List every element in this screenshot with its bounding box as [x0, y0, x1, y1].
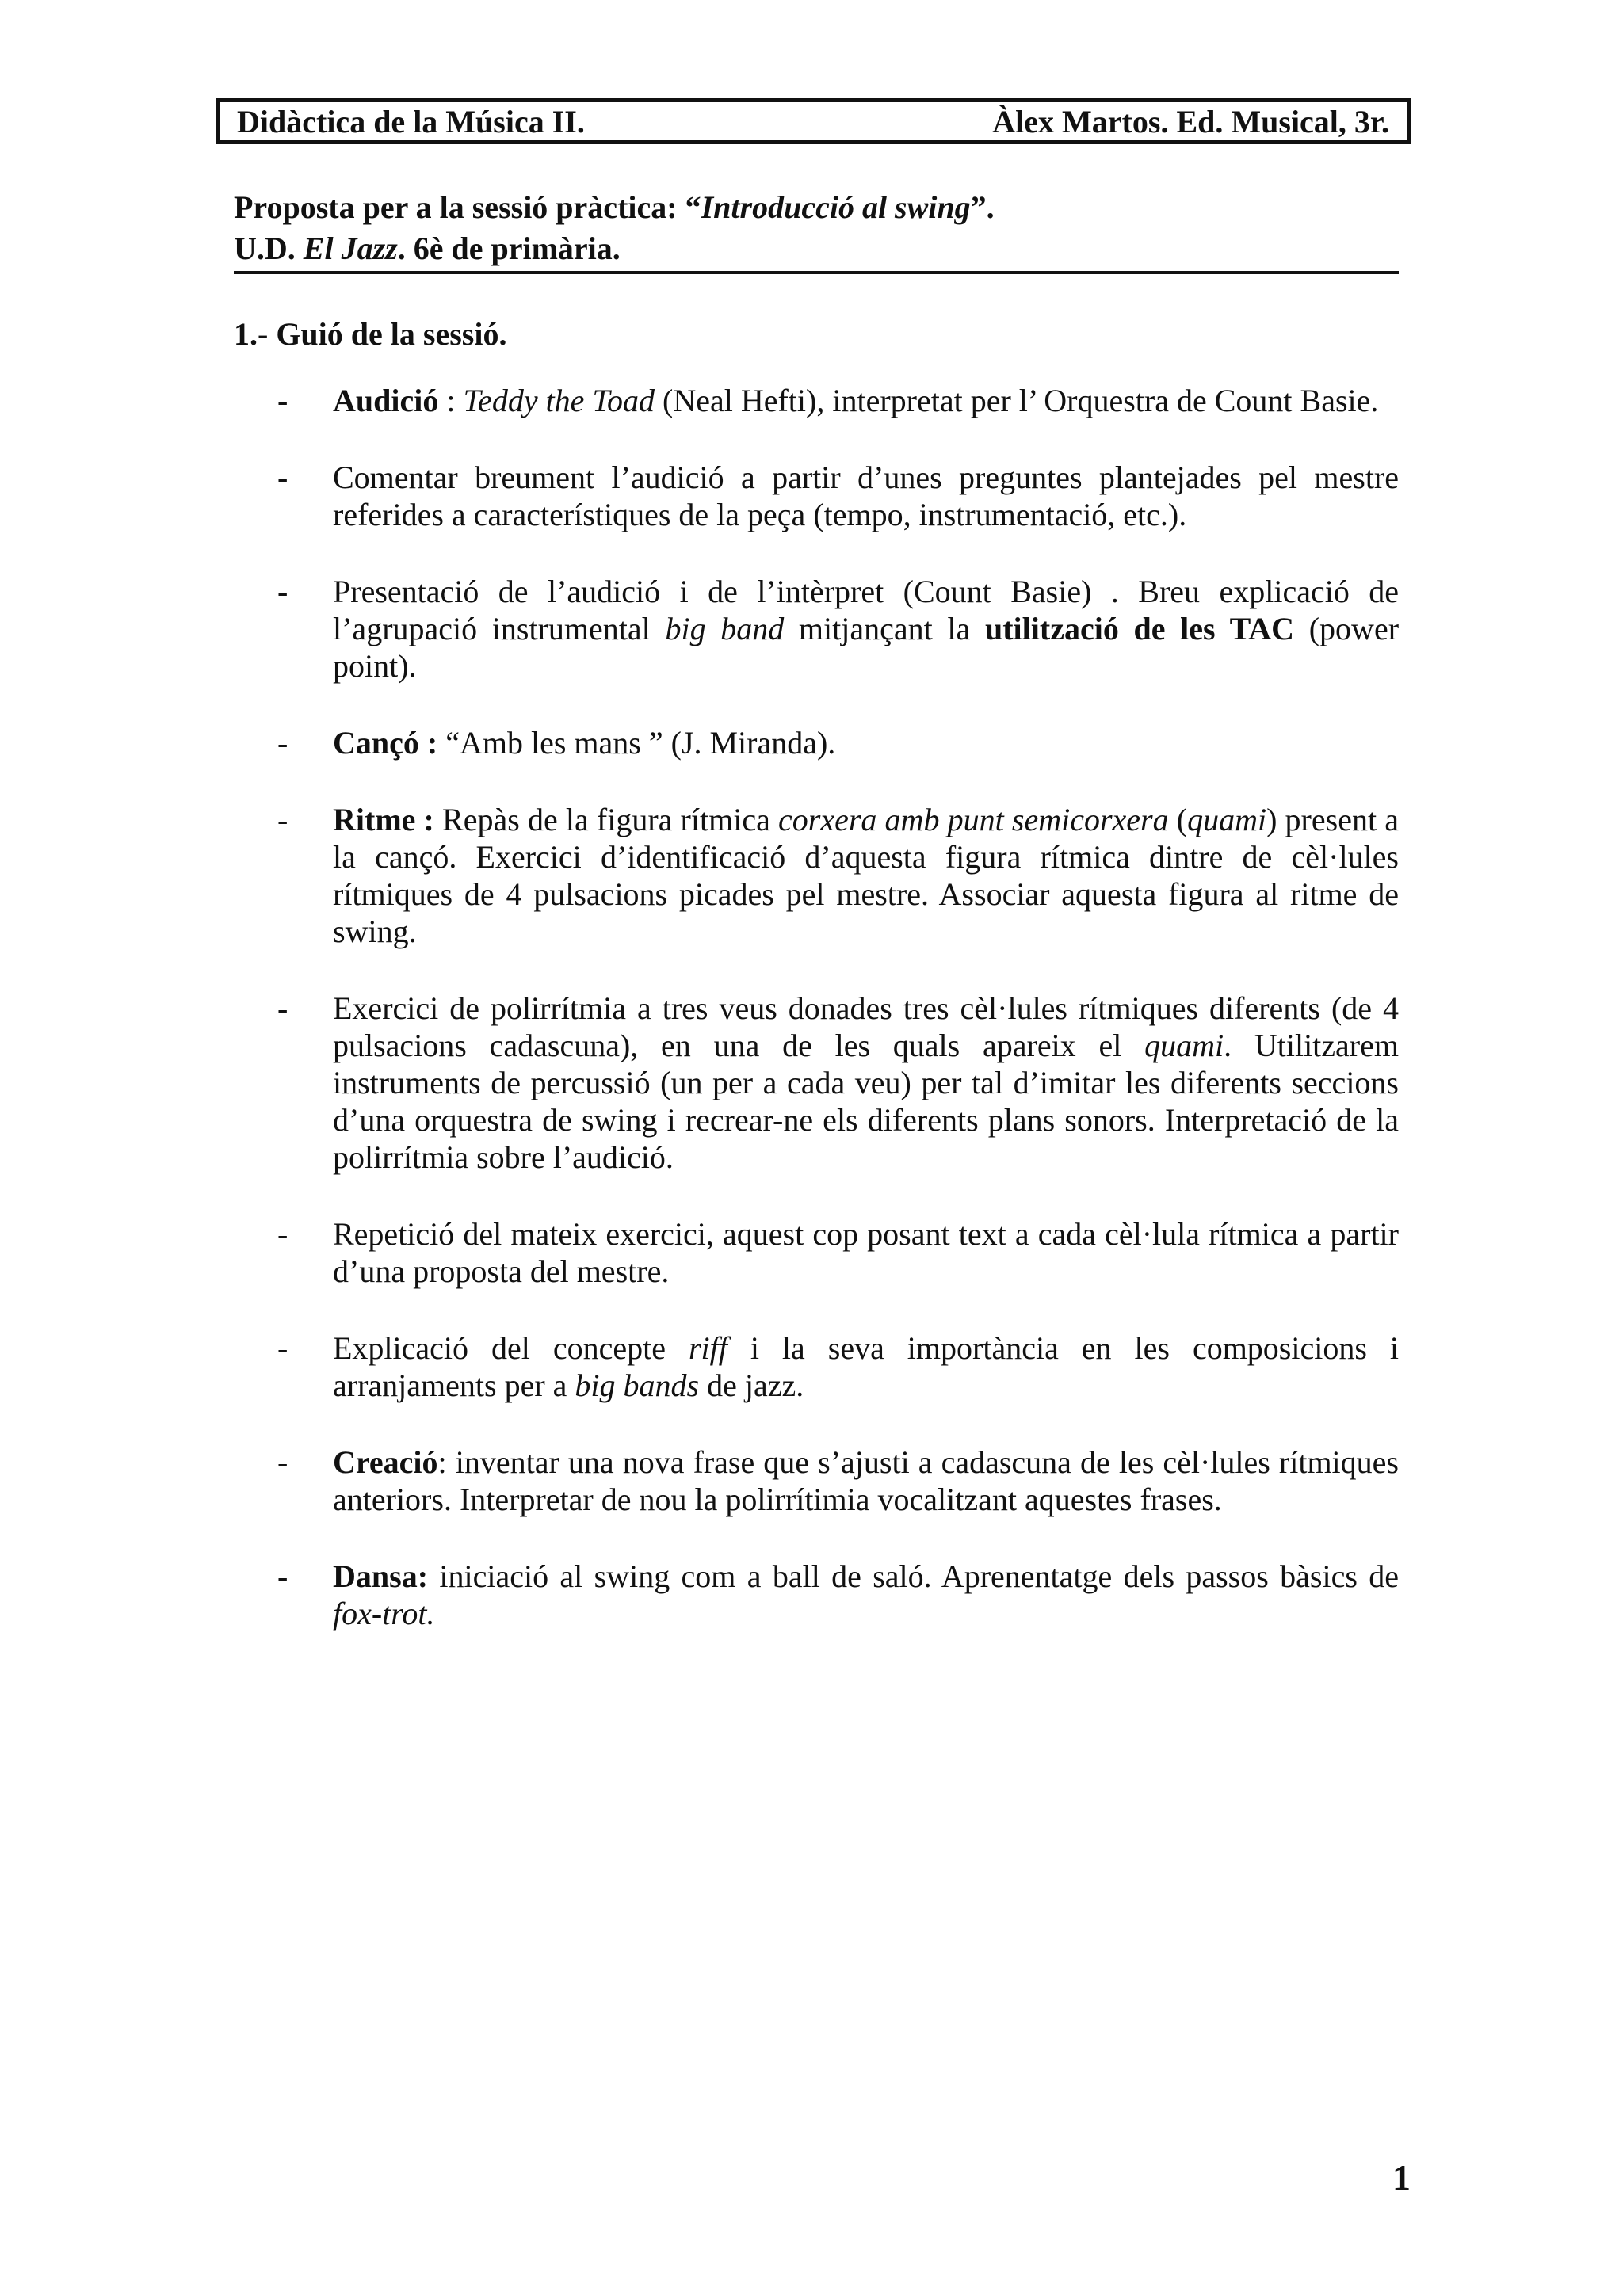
list-item	[277, 1558, 1399, 1632]
item-text: Explicació del concepte	[333, 1330, 689, 1366]
list-dash: -	[277, 383, 288, 418]
title-line-1	[234, 187, 1399, 228]
item-text: “Amb les mans ” (J. Miranda).	[437, 725, 836, 761]
list-item	[277, 382, 1399, 419]
list-dash: -	[277, 1330, 288, 1366]
item-text: (power point).	[333, 611, 1400, 684]
list-dash: -	[277, 1558, 288, 1594]
list-item	[277, 724, 1399, 761]
item-text: ) present a la cançó. Exercici d’identificació d’aquesta figura rítmica dintre de cèl·lules rítmiques de 4 pulsacions picades pel mestre. Associar aquesta figura al ritme de swing.	[333, 802, 1399, 949]
page-header	[216, 98, 1411, 144]
title-line-2-suffix: . 6è de primària.	[397, 231, 621, 266]
author-info: Àlex Martos. Ed. Musical, 3r.	[992, 103, 1389, 139]
list-dash: -	[277, 725, 288, 761]
section-heading: 1.- Guió de la sessió.	[234, 316, 507, 352]
title-line-2	[234, 228, 1399, 269]
item-text: Presentació de l’audició i de l’intèrpret (Count Basie) . Breu explicació de l’agrupació instrumental	[333, 574, 1399, 646]
list-item	[277, 1444, 1399, 1518]
item-bold: Ritme :	[333, 802, 434, 837]
title-line-1-italic: Introducció al swing	[701, 189, 971, 225]
item-text: : inventar una nova frase que s’ajusti a cadascuna de les cèl·lules rítmiques anteriors. Interpretar de nou la polirrítimia vocalitzant aquestes frases.	[333, 1444, 1399, 1517]
item-text: Exercici de polirrítmia a tres veus donades tres cèl·lules rítmiques diferents (de 4 pulsacions cadascuna), en una de les quals apareix el	[333, 990, 1399, 1063]
page-number: 1	[1392, 2157, 1411, 2198]
item-italic: quami	[1144, 1028, 1224, 1063]
title-underline	[234, 271, 1399, 274]
item-italic: Teddy the Toad	[463, 383, 655, 418]
list-item	[277, 573, 1399, 685]
item-italic: fox-trot.	[333, 1596, 435, 1631]
item-italic: corxera amb punt semicorxera	[778, 802, 1169, 837]
item-text: de jazz.	[699, 1367, 804, 1403]
title-line-2-italic: El Jazz	[303, 231, 398, 266]
item-text: Repetició del mateix exercici, aquest cop posant text a cada cèl·lula rítmica a partir d’una proposta del mestre.	[333, 1216, 1399, 1289]
item-bold: Dansa:	[333, 1558, 429, 1594]
item-text: iniciació al swing com a ball de saló. Aprenentatge dels passos bàsics de	[428, 1558, 1399, 1594]
list-dash: -	[277, 574, 288, 609]
item-text: :	[438, 383, 464, 418]
list-dash: -	[277, 1216, 288, 1252]
list-item	[277, 801, 1399, 950]
item-bold: Audició	[333, 383, 439, 418]
item-bold: Creació	[333, 1444, 438, 1480]
item-bold: Cançó :	[333, 725, 438, 761]
list-item	[277, 459, 1399, 533]
list-item	[277, 990, 1399, 1176]
item-text: (	[1168, 802, 1188, 837]
list-dash: -	[277, 990, 288, 1026]
item-text: i la seva importància en les composicions i arranjaments per a	[333, 1330, 1400, 1403]
course-title: Didàctica de la Música II.	[237, 103, 585, 139]
list-item	[277, 1215, 1399, 1290]
item-text: Repàs de la figura rítmica	[433, 802, 778, 837]
list-item	[277, 1329, 1399, 1404]
list-dash: -	[277, 802, 288, 837]
title-line-1-prefix: Proposta per a la sessió pràctica: “	[234, 189, 701, 225]
item-italic: big band	[665, 611, 785, 646]
session-steps-list	[277, 382, 1399, 1672]
session-title	[234, 187, 1399, 269]
item-text: . Utilitzarem instruments de percussió (un per a cada veu) per tal d’imitar les diferents seccions d’una orquestra de swing i recrear-ne els diferents plans sonors. Interpretació de la polirrítmia sobre l’audició.	[333, 1028, 1399, 1175]
title-line-2-prefix: U.D.	[234, 231, 304, 266]
item-text: Comentar breument l’audició a partir d’unes preguntes plantejades pel mestre referides a característiques de la peça (tempo, instrumentació, etc.).	[333, 460, 1399, 532]
item-italic: riff	[688, 1330, 727, 1366]
item-bold: utilització de les TAC	[984, 611, 1295, 646]
item-text: mitjançant la	[784, 611, 985, 646]
item-italic: big bands	[575, 1367, 700, 1403]
list-dash: -	[277, 460, 288, 495]
list-dash: -	[277, 1444, 288, 1480]
item-italic: quami	[1187, 802, 1267, 837]
title-line-1-suffix: ”.	[970, 189, 995, 225]
item-text: (Neal Hefti), interpretat per l’ Orquestra de Count Basie.	[655, 383, 1379, 418]
